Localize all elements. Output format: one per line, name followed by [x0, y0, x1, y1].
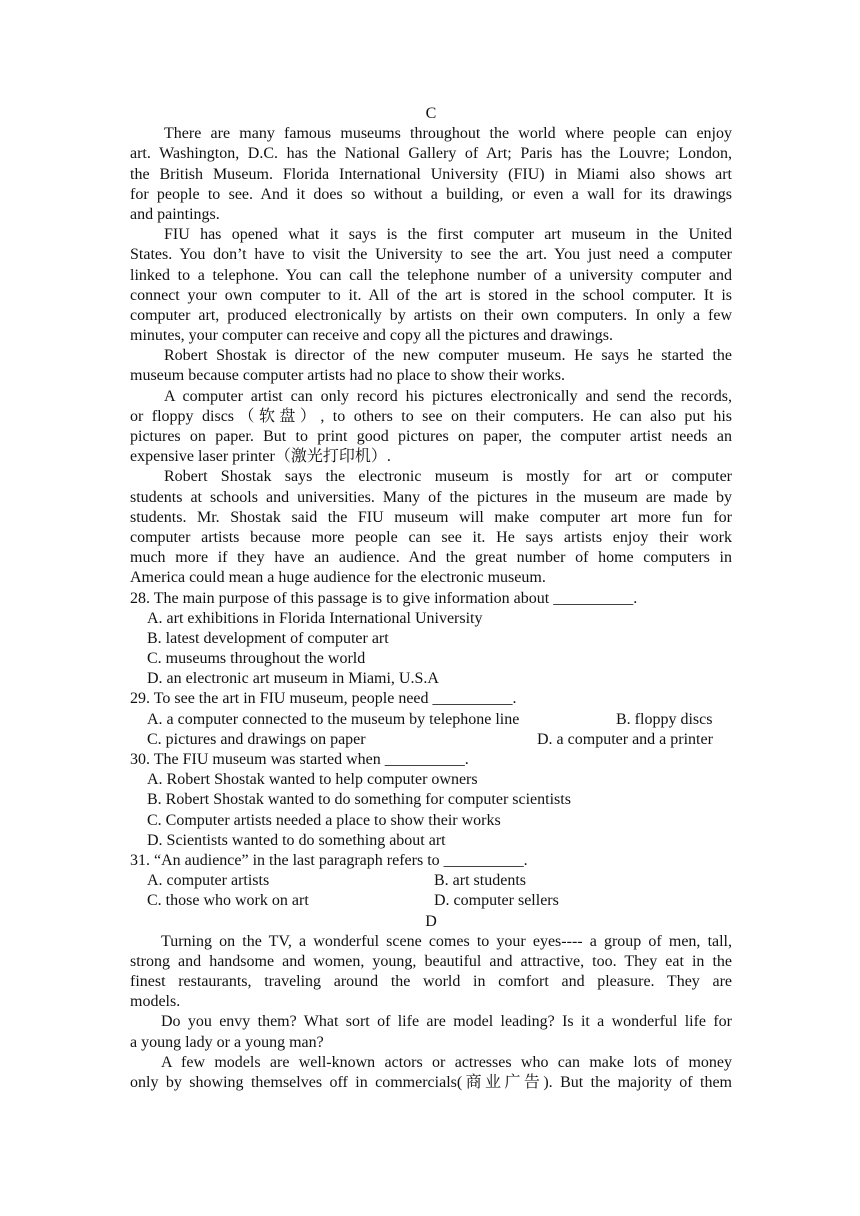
- text-line: only by showing themselves off in commercials(商业广告). But the majority of them: [130, 1074, 732, 1091]
- question-stem: 31. “An audience” in the last paragraph refers to __________.: [130, 851, 528, 869]
- document-page: [130, 104, 732, 1093]
- option-b: B. art students: [434, 872, 526, 890]
- question-30: [130, 750, 732, 851]
- section-c-paragraph-3: [130, 346, 732, 386]
- text-line: A few models are well-known actors or actresses who can make lots of money: [161, 1053, 732, 1071]
- option-a: A. art exhibitions in Florida International University: [147, 609, 483, 627]
- option-a: A. Robert Shostak wanted to help computer owners: [147, 771, 478, 789]
- text-line: Robert Shostak is director of the new computer museum. He says he started the: [164, 347, 732, 365]
- question-stem: 30. The FIU museum was started when __________.: [130, 751, 469, 768]
- option-b: B. floppy discs: [616, 710, 713, 728]
- text-line: America could mean a huge audience for the electronic museum.: [130, 569, 546, 587]
- text-line: connect your own computer to it. All of the art is stored in the school computer. It is: [130, 286, 732, 304]
- option-c: C. museums throughout the world: [147, 650, 366, 668]
- section-c-paragraph-5: [130, 467, 732, 588]
- question-29: [130, 689, 732, 750]
- text-line: models.: [130, 993, 181, 1011]
- option-row: [130, 871, 732, 891]
- section-c-paragraph-1: [130, 124, 732, 225]
- text-line: FIU has opened what it says is the first computer art museum in the United: [164, 226, 732, 244]
- text-line: a young lady or a young man?: [130, 1033, 324, 1051]
- section-d-paragraph-2: [130, 1012, 732, 1052]
- text-line: Do you envy them? What sort of life are model leading? Is it a wonderful life for: [161, 1013, 732, 1031]
- option-row: [130, 710, 732, 730]
- question-28: [130, 589, 732, 690]
- text-line: art. Washington, D.C. has the National Gallery of Art; Paris has the Louvre; London,: [130, 145, 732, 163]
- option-a: A. computer artists: [147, 872, 270, 890]
- option-row: [130, 891, 732, 911]
- option-d: D. Scientists wanted to do something about art: [147, 831, 446, 849]
- option-d: D. an electronic art museum in Miami, U.S.A: [147, 670, 439, 688]
- section-d-paragraph-1: [130, 932, 732, 1013]
- section-c-paragraph-4: [130, 387, 732, 468]
- question-31: [130, 851, 732, 912]
- text-line: strong and handsome and women, young, beautiful and attractive, too. They eat in the: [130, 952, 732, 970]
- question-stem: 28. The main purpose of this passage is to give information about __________.: [130, 589, 638, 607]
- question-stem: 29. To see the art in FIU museum, people need __________.: [130, 690, 517, 708]
- option-c: C. pictures and drawings on paper: [147, 730, 366, 748]
- text-line: Turning on the TV, a wonderful scene comes to your eyes---- a group of men, tall,: [161, 932, 732, 950]
- text-line: or floppy discs（软盘）, to others to see on their computers. He can also put his: [130, 407, 732, 425]
- option-d: D. a computer and a printer: [537, 730, 713, 748]
- option-c: C. those who work on art: [147, 892, 309, 910]
- text-line: minutes, your computer can receive and copy all the pictures and drawings.: [130, 327, 613, 345]
- text-line: computer artists because more people can see it. He says artists enjoy their work: [130, 528, 732, 546]
- text-line: and paintings.: [130, 205, 220, 223]
- section-d-heading: D: [425, 912, 437, 930]
- text-line: Robert Shostak says the electronic museum is mostly for art or computer: [164, 468, 732, 486]
- option-row: [130, 730, 732, 750]
- text-line: pictures on paper. But to print good pictures on paper, the computer artist needs an: [130, 428, 732, 445]
- option-b: B. Robert Shostak wanted to do something for computer scientists: [147, 791, 571, 809]
- option-c: C. Computer artists needed a place to show their works: [147, 811, 501, 829]
- text-line: the British Museum. Florida International University (FIU) in Miami also shows art: [130, 165, 732, 183]
- option-d: D. computer sellers: [434, 892, 559, 910]
- text-line: There are many famous museums throughout the world where people can enjoy: [164, 125, 732, 143]
- text-line: students at schools and universities. Many of the pictures in the museum are made by: [130, 488, 732, 506]
- text-line: for people to see. And it does so without a building, or even a wall for its drawings: [130, 185, 732, 203]
- text-line: students. Mr. Shostak said the FIU museum will make computer art more fun for: [130, 508, 732, 526]
- text-line: finest restaurants, traveling around the world in comfort and pleasure. They are: [130, 973, 732, 991]
- text-line: A computer artist can only record his pictures electronically and send the records,: [164, 387, 732, 405]
- text-line: linked to a telephone. You can call the telephone number of a university computer and: [130, 266, 732, 284]
- text-line: States. You don’t have to visit the University to see the art. You just need a computer: [130, 246, 732, 264]
- option-b: B. latest development of computer art: [147, 629, 389, 647]
- text-line: museum because computer artists had no place to show their works.: [130, 367, 565, 385]
- section-c-heading: C: [425, 105, 437, 122]
- section-d-paragraph-3: [130, 1053, 732, 1093]
- text-line: expensive laser printer（激光打印机）.: [130, 448, 391, 466]
- section-c-paragraph-2: [130, 225, 732, 346]
- option-a: A. a computer connected to the museum by telephone line: [147, 710, 520, 728]
- text-line: computer art, produced electronically by artists on their own computers. In only a few: [130, 306, 732, 324]
- text-line: much more if they have an audience. And the great number of home computers in: [130, 549, 732, 567]
